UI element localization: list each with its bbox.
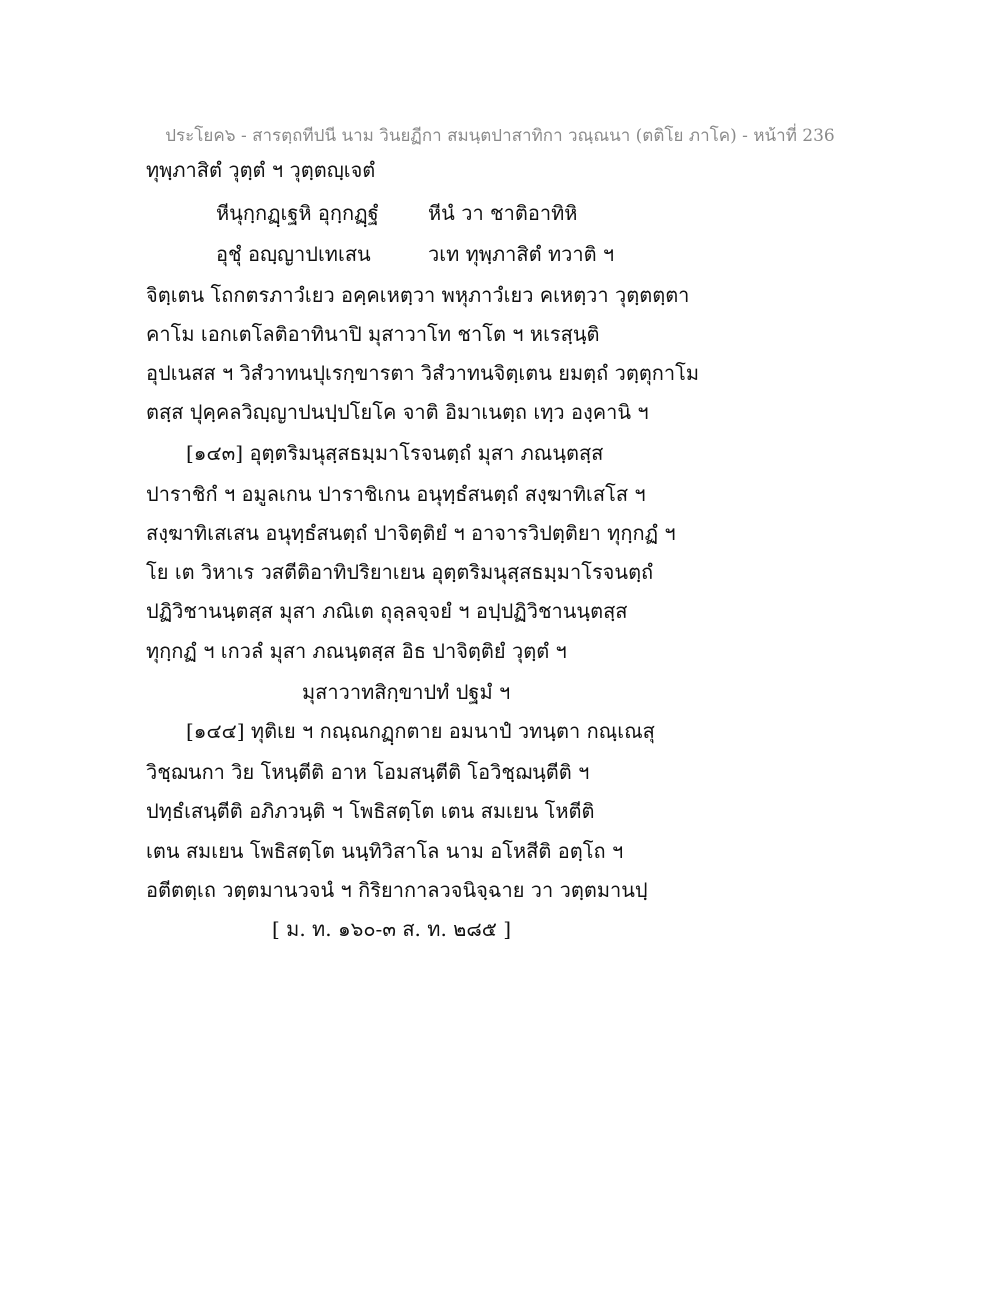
text-line: ปาราชิกํ ฯ อมูลเกน ปาราชิเกน อนุทฺธํสนตฺถํ สงฺฆาทิเสโส ฯ	[146, 482, 646, 506]
verse-line-1-left: หีนุกฺกฏฺเฐหิ อุกฺกฏฺฐํ	[216, 201, 379, 225]
text-line: อตีตตฺเถ วตฺตมานวจนํ ฯ กิริยากาลวจนิจฺฉาย วา วตฺตมานปฺ	[146, 878, 648, 902]
text-line: วิชฺฌนกา วิย โหนฺตีติ อาห โอมสนฺตีติ โอวิชฺฌนฺตีติ ฯ	[146, 760, 590, 784]
text-line: ปทฺธํเสนฺตีติ อภิภวนฺติ ฯ โพธิสตฺโต เตน สมเยน โหตีติ	[146, 799, 595, 823]
text-line: ทุพฺภาสิตํ วุตฺตํ ฯ วุตฺตญฺเจตํ	[146, 158, 376, 182]
text-line: อุปเนสส ฯ วิสํวาทนปุเรกฺขารตา วิสํวาทนจิตฺเตน ยมตฺถํ วตฺตุกาโม	[146, 361, 700, 385]
verse-line-2-left: อุชุํ อญฺญาปเทเสน	[216, 242, 371, 266]
citation-reference: [ ม. ท. ๑๖๐-๓ ส. ท. ๒๘๕ ]	[272, 917, 512, 941]
text-line: จิตฺเตน โถกตรภาวํเยว อคฺคเหตฺวา พหุภาวํเยว คเหตฺวา วุตฺตตฺตา	[146, 283, 690, 307]
paragraph-144-start: [๑๔๔] ทุติเย ฯ กณฺณกฏฺกตาย อมนาปํ วทนฺตา กณฺเณสุ	[186, 719, 655, 743]
running-header: ประโยค๖ - สารตฺถทีปนี นาม วินยฏีกา สมนฺตปาสาทิกา วณฺณนา (ตติโย ภาโค) - หน้าที่ 236	[165, 126, 835, 146]
text-line: คาโม เอกเตโลติอาทินาปิ มุสาวาโท ชาโต ฯ หเรสฺนฺติ	[146, 322, 600, 346]
section-closing-title: มุสาวาทสิกฺขาปทํ ปฐมํ ฯ	[302, 680, 511, 704]
paragraph-143-start: [๑๔๓] อุตฺตริมนุสฺสธมฺมาโรจนตฺถํ มุสา ภณนฺตสฺส	[186, 441, 604, 465]
text-line: ตสฺส ปุคฺคลวิญฺญาปนปฺปโยโค จาติ อิมาเนตฺถ เทฺว องฺคานิ ฯ	[146, 400, 649, 424]
verse-line-1-right: หีนํ วา ชาติอาทิหิ	[428, 201, 578, 225]
text-line: เตน สมเยน โพธิสตฺโต นนฺทิวิสาโล นาม อโหสีติ อตฺโถ ฯ	[146, 839, 624, 863]
text-line: สงฺฆาทิเสเสน อนุทฺธํสนตฺถํ ปาจิตฺติยํ ฯ อาจารวิปตฺติยา ทุกฺกฏํ ฯ	[146, 521, 676, 545]
text-line: ทุกฺกฏํ ฯ เกวลํ มุสา ภณนฺตสฺส อิธ ปาจิตฺติยํ วุตฺตํ ฯ	[146, 639, 567, 663]
verse-line-2-right: วเท ทุพฺภาสิตํ ทวาติ ฯ	[428, 242, 615, 266]
text-line: ปฏิวิชานนฺตสฺส มุสา ภณิเต ถุลฺลจฺจยํ ฯ อปฺปฏิวิชานนฺตสฺส	[146, 599, 628, 623]
text-line: โย เต วิหาเร วสตีติอาทิปริยาเยน อุตฺตริมนุสฺสธมฺมาโรจนตฺถํ	[146, 560, 654, 584]
